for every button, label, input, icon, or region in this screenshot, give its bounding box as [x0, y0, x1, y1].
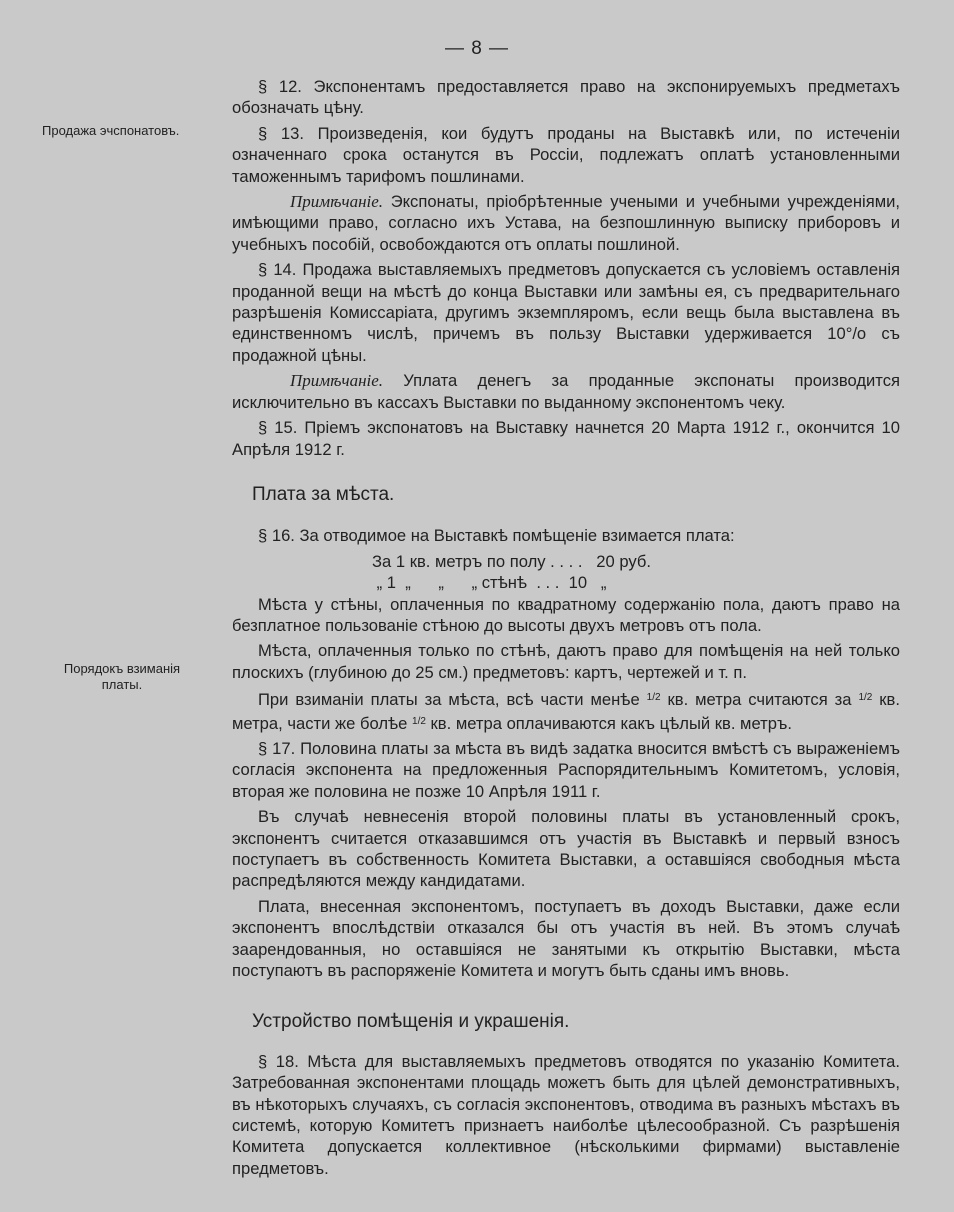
fraction-half: 1/2	[412, 715, 426, 727]
paragraph-17: § 17. Половина платы за мѣста въ видѣ задатка вносится вмѣстѣ съ выраженіемъ согласія экспонента на предложенныя Распорядительнымъ Комитетомъ, условія, вторая же половина не позже 10 Апрѣля 1911 г.	[232, 738, 900, 801]
note-1	[232, 191, 900, 255]
text-span: кв. метра считаются за	[660, 690, 859, 710]
main-text	[232, 76, 900, 1183]
fraction-half: 1/2	[858, 692, 873, 704]
text-span: кв. метра оплачиваются какъ цѣлый кв. метръ.	[425, 713, 792, 733]
text-span: кв. метра, части же болѣе	[232, 690, 900, 733]
tariff-floor: За 1 кв. метръ по полу . . . . 20 руб.	[372, 551, 651, 571]
note-label: Примѣчаніе.	[290, 371, 384, 391]
paragraph-16c	[232, 687, 900, 734]
note-2	[232, 370, 900, 413]
paragraph-15: § 15. Пріемъ экспонатовъ на Выставку начнется 20 Марта 1912 г., окончится 10 Апрѣля 1912 г.	[232, 418, 900, 459]
paragraph-16a: Мѣста у стѣны, оплаченныя по квадратному содержанію пола, даютъ право на безплатное пользованіе стѣною до высоты двухъ метровъ отъ пола.	[232, 594, 900, 635]
page-number: — 8 —	[444, 38, 510, 59]
margin-note-line: платы.	[101, 677, 143, 692]
paragraph-18: § 18. Мѣста для выставляемыхъ предметовъ отводятся по указанію Комитета. Затребованная экспонентами площадь можетъ быть для цѣлей демонстративныхъ, въ нѣкоторыхъ случаяхъ, съ согласія экспонентовъ, отводима въ разныхъ мѣстахъ въ системѣ, которую Комитетъ признаетъ наиболѣе цѣлесообразной. Съ разрѣшенія Комитета допускается коллективное (нѣсколькими фирмами) выставленіе предметовъ.	[232, 1051, 900, 1178]
paragraph-12: § 12. Экспонентамъ предоставляется право на экспонируемыхъ предметахъ обозначать цѣну.	[232, 77, 900, 118]
section-heading-arrangement: Устройство помѣщенія и украшенія.	[252, 1011, 570, 1033]
paragraph-16b: Мѣста, оплаченныя только по стѣнѣ, даютъ право для помѣщенія на ней только плоскихъ (глубиною до 25 см.) предметовъ: картъ, чертежей и т. п.	[232, 641, 900, 682]
tariff-wall: „ 1 „ „ „ стѣнѣ . . . 10 „	[372, 573, 607, 593]
paragraph-17a: Въ случаѣ невнесенія второй половины платы въ установленный срокъ, экспонентъ считается отказавшимся отъ участія въ Выставкѣ и первый взносъ поступаетъ въ собственность Комитета Выставки, а оставшіяся свободныя мѣста распредѣляются между кандидатами.	[232, 807, 900, 891]
fraction-half: 1/2	[646, 692, 661, 704]
note-text: Экспонаты, пріобрѣтенные учеными и учебными учрежденіями, имѣющими право, согласно ихъ Устава, на безпошлинную выписку приборовъ и учебныхъ пособій, освобождаются отъ оплаты пошлиной.	[232, 192, 900, 254]
section-heading-fees: Плата за мѣста.	[252, 483, 395, 505]
note-label: Примѣчаніе.	[290, 192, 384, 212]
margin-note-payment-order	[42, 661, 202, 693]
margin-note-line: Порядокъ взиманія	[63, 661, 181, 676]
paragraph-14: § 14. Продажа выставляемыхъ предметовъ допускается съ условіемъ оставленія проданной вещи на мѣстѣ до конца Выставки или замѣны ея, съ предварительнаго разрѣшенія Комиссаріата, другимъ экземпляромъ, если вещь была выставлена въ единственномъ числѣ, причемъ въ пользу Выставки удерживается 10°/о съ продажной цѣны.	[232, 260, 900, 365]
paragraph-17b: Плата, внесенная экспонентомъ, поступаетъ въ доходъ Выставки, даже если экспонентъ впослѣдствіи отказался бы отъ участія въ ней. Въ этомъ случаѣ заарендованныя, но оставшіяся не занятыми къ открытію Выставки, мѣста поступаютъ въ распоряженіе Комитета и могутъ быть сданы имъ вновь.	[232, 896, 900, 981]
paragraph-13: § 13. Произведенія, кои будутъ проданы на Выставкѣ или, по истеченіи означеннаго срока останутся въ Россіи, подлежатъ оплатѣ установленными таможеннымъ тарифомъ пошлинами.	[232, 123, 900, 186]
note-text: Уплата денегъ за проданные экспонаты производится исключительно въ кассахъ Выставки по выданному экспонентомъ чеку.	[232, 371, 900, 412]
margin-note-sale: Продажа эчспонатовъ.	[42, 123, 180, 138]
paragraph-16: § 16. За отводимое на Выставкѣ помѣщеніе взимается плата:	[258, 526, 735, 546]
text-span: При взиманіи платы за мѣста, всѣ части менѣе	[258, 690, 647, 710]
